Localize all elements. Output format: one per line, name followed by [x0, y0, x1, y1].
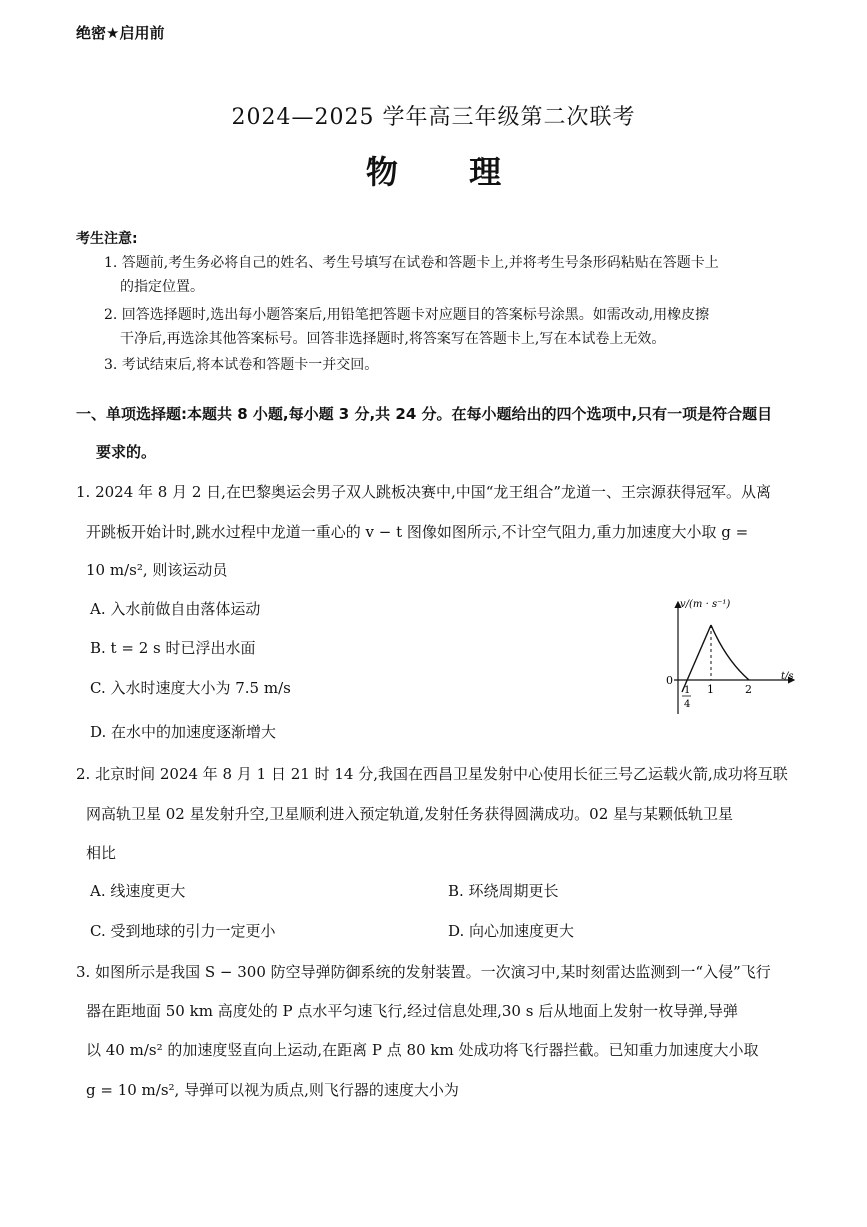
question-2-text: 网高轨卫星 02 星发射升空,卫星顺利进入预定轨道,发射任务获得圆满成功。02 星与某颗低轨卫星: [86, 805, 734, 823]
exam-title: 2024—2025 学年高三年级第二次联考: [231, 105, 636, 130]
question-1-option-a: A. 入水前做自由落体运动: [90, 600, 261, 618]
confidential-label: 绝密★启用前: [76, 24, 165, 42]
question-1-option-d: D. 在水中的加速度逐渐增大: [90, 723, 277, 741]
section-heading: 一、单项选择题:本题共 8 小题,每小题 3 分,共 24 分。在每小题给出的四个选项中,只有一项是符合题目: [76, 405, 773, 423]
question-2-option-a: A. 线速度更大: [90, 882, 186, 900]
question-1-option-c: C. 入水时速度大小为 7.5 m/s: [90, 679, 291, 697]
note-line: 干净后,再选涂其他答案标号。回答非选择题时,将答案写在答题卡上,写在本试卷上无效。: [120, 331, 666, 347]
tick-quarter-numerator: 1: [684, 685, 691, 696]
tick-1-label: 1: [707, 683, 714, 696]
question-1-text: 10 m/s², 则该运动员: [86, 561, 228, 579]
question-1-text: 开跳板开始计时,跳水过程中龙道一重心的 v − t 图像如图所示,不计空气阻力,重力加速度大小取 g =: [86, 523, 749, 541]
note-line: 3. 考试结束后,将本试卷和答题卡一并交回。: [104, 357, 379, 373]
question-2-text: 相比: [86, 844, 117, 862]
velocity-line-rising: [682, 625, 711, 692]
note-line: 1. 答题前,考生务必将自己的姓名、考生号填写在试卷和答题卡上,并将考生号条形码粘贴在答题卡上: [104, 255, 719, 271]
origin-label: 0: [666, 674, 673, 687]
question-3-text: 3. 如图所示是我国 S − 300 防空导弹防御系统的发射装置。一次演习中,某时刻雷达监测到一“入侵”飞行: [76, 963, 771, 981]
note-line: 的指定位置。: [120, 279, 204, 295]
y-axis-label: v/(m · s⁻¹): [680, 599, 731, 610]
tick-quarter-denominator: 4: [684, 699, 691, 710]
question-3-text: 器在距地面 50 km 高度处的 P 点水平匀速飞行,经过信息处理,30 s 后从地面上发射一枚导弹,导弹: [86, 1002, 738, 1020]
question-2-option-b: B. 环绕周期更长: [448, 882, 559, 900]
question-3-text: 以 40 m/s² 的加速度竖直向上运动,在距离 P 点 80 km 处成功将飞行器拦截。已知重力加速度大小取: [86, 1041, 759, 1059]
subject-title: 物 理: [365, 153, 532, 191]
section-heading-cont: 要求的。: [96, 443, 157, 461]
question-2-option-c: C. 受到地球的引力一定更小: [90, 922, 276, 940]
velocity-curve-water: [711, 625, 749, 680]
question-1-text: 1. 2024 年 8 月 2 日,在巴黎奥运会男子双人跳板决赛中,中国“龙王组合”龙道一、王宗源获得冠军。从离: [76, 483, 772, 501]
note-line: 2. 回答选择题时,选出每小题答案后,用铅笔把答题卡对应题目的答案标号涂黑。如需改动,用橡皮擦: [104, 307, 710, 323]
vt-graph-figure: [660, 594, 800, 718]
question-2-option-d: D. 向心加速度更大: [448, 922, 575, 940]
question-3-text: g = 10 m/s², 导弹可以视为质点,则飞行器的速度大小为: [86, 1081, 459, 1099]
question-2-text: 2. 北京时间 2024 年 8 月 1 日 21 时 14 分,我国在西昌卫星发射中心使用长征三号乙运载火箭,成功将互联: [76, 765, 788, 783]
tick-2-label: 2: [745, 683, 752, 696]
question-1-option-b: B. t = 2 s 时已浮出水面: [90, 639, 256, 657]
x-axis-label: t/s: [781, 671, 794, 682]
notes-heading: 考生注意:: [76, 231, 138, 247]
